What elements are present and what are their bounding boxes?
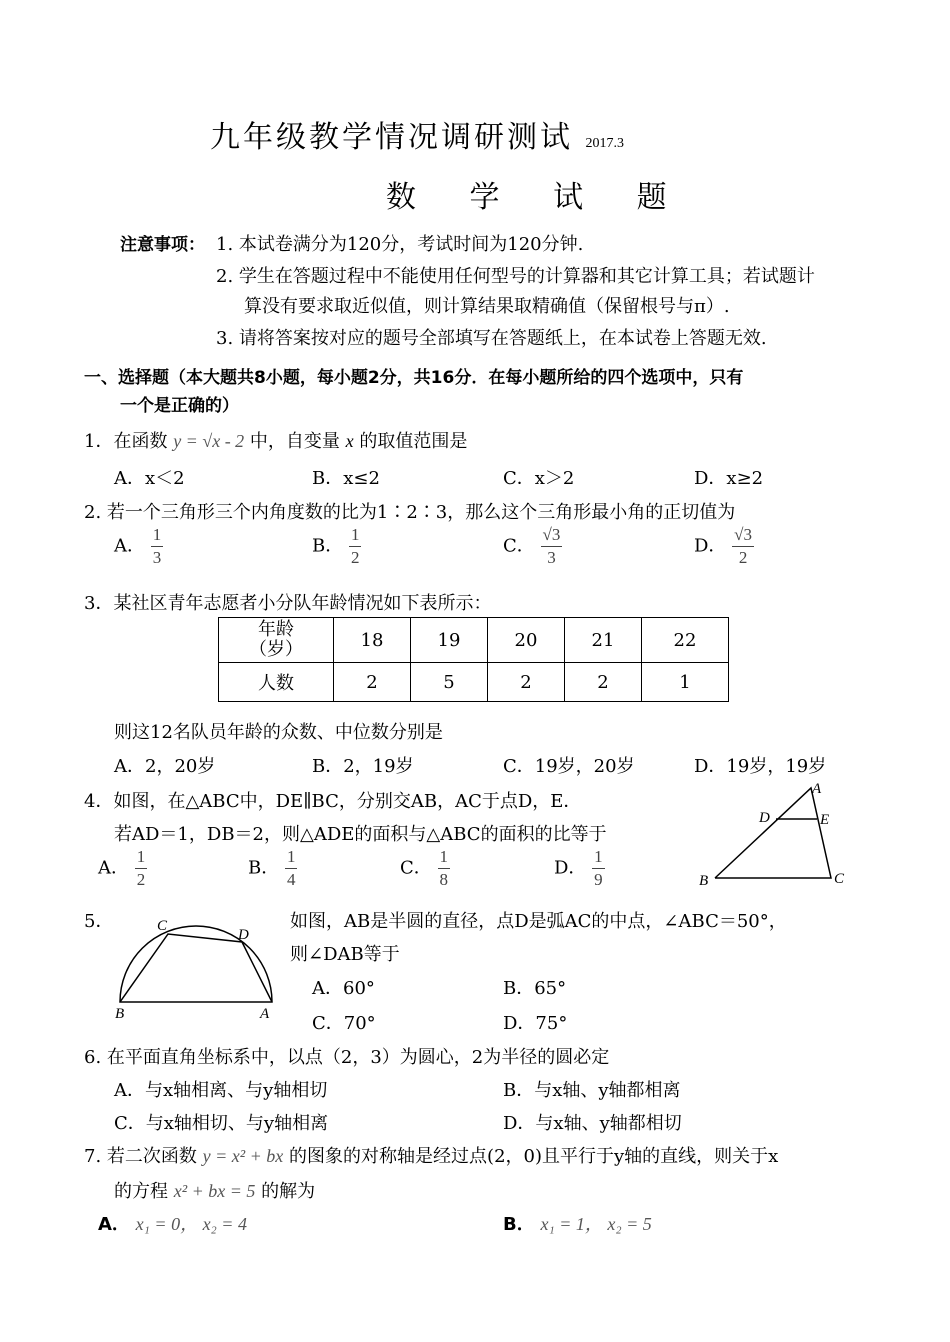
q7-answer-a: x₁ = 0， x₂ = 4 [135, 1214, 247, 1234]
q4-c-den: 8 [439, 870, 449, 889]
question-3-stem: 3．某社区青年志愿者小分队年龄情况如下表所示： [84, 593, 492, 614]
table-cell: 22 [642, 618, 729, 663]
q2-a-num: 1 [151, 524, 164, 547]
q4-fraction-c [438, 846, 451, 891]
question-5-stem: 如图，AB是半圆的直径，点D是弧AC的中点，∠ABC＝50°， [290, 911, 787, 932]
age-unit: （岁） [249, 639, 303, 660]
q4-label-d: D． [554, 857, 587, 879]
semicircle-figure [105, 912, 285, 1024]
q5-option-c: C．70° [312, 1013, 376, 1034]
notice-item-3: 3. 请将答案按对应的题号全部填写在答题纸上，在本试卷上答题无效. [216, 328, 767, 349]
question-6-stem: 6. 在平面直角坐标系中，以点（2，3）为圆心，2为半径的圆必定 [84, 1047, 610, 1068]
q2-label-a: A． [114, 535, 145, 557]
q2-a-den: 3 [152, 548, 162, 567]
section-1-heading-cont: 一个是正确的） [120, 396, 239, 416]
q2-b-num: 1 [349, 524, 362, 547]
notice-item-2-cont: 算没有要求取近似值，则计算结果取精确值（保留根号与π）. [244, 296, 730, 317]
exam-title [210, 112, 624, 156]
q7-pre: 7. 若二次函数 [84, 1146, 197, 1167]
q7-post: 的图象的对称轴是经过点(2，0)且平行于y轴的直线，则关于x [289, 1146, 779, 1167]
triangle-abc [715, 788, 831, 878]
q2-option-b [312, 524, 361, 569]
q7-option-a [98, 1210, 247, 1236]
chords-bcda [120, 934, 272, 1002]
q2-d-den: 2 [738, 548, 748, 567]
q6-option-a: A．与x轴相离、与y轴相切 [114, 1080, 328, 1101]
table-header-cell: 人数 [219, 663, 334, 702]
question-7-stem-2 [114, 1177, 315, 1203]
q1-formula: y = √x - 2 [173, 431, 245, 451]
table-row [219, 663, 729, 702]
q6-option-b: B．与x轴、y轴都相离 [503, 1080, 681, 1101]
triangle-figure [695, 778, 855, 890]
label-e: E [820, 812, 830, 828]
q6-option-d: D．与x轴、y轴都相切 [503, 1113, 682, 1134]
label-d: D [759, 810, 770, 826]
label-a: A [260, 1006, 270, 1022]
question-5-number: 5． [84, 911, 114, 932]
q5-option-a: A．60° [312, 978, 375, 999]
q4-fraction-a [135, 846, 148, 891]
q4-option-d [554, 846, 605, 891]
question-7-stem [84, 1142, 778, 1168]
q7-formula-1: y = x² + bx [202, 1146, 284, 1166]
table-row [219, 618, 729, 663]
label-d: D [238, 927, 249, 943]
table-header-cell [219, 618, 334, 663]
notice-item-2: 2. 学生在答题过程中不能使用任何型号的计算器和其它计算工具；若试题计 [216, 266, 815, 287]
q4-label-c: C． [400, 857, 432, 879]
question-5-stem-2: 则∠DAB等于 [290, 944, 400, 965]
notice-label: 注意事项： [120, 235, 205, 255]
q4-option-c [400, 846, 450, 891]
table-cell: 21 [565, 618, 642, 663]
q2-fraction-c [541, 524, 563, 569]
q4-fraction-b [285, 846, 298, 891]
q1-post2: 的取值范围是 [359, 431, 468, 452]
label-c: C [834, 871, 845, 887]
q2-label-d: D． [694, 535, 727, 557]
q7-pre-2: 的方程 [114, 1181, 168, 1202]
q2-d-num: √3 [732, 524, 754, 547]
q7-label-b: B． [503, 1214, 535, 1235]
exam-date: 2017.3 [585, 136, 625, 151]
q4-option-b [248, 846, 297, 891]
q4-d-num: 1 [592, 846, 605, 869]
question-4-stem-2: 若AD＝1，DB＝2，则△ADE的面积与△ABC的面积的比等于 [114, 824, 607, 845]
table-cell: 18 [334, 618, 411, 663]
q3-option-c: C．19岁，20岁 [503, 756, 635, 777]
q2-fraction-a [151, 524, 164, 569]
age-label: 年龄 [258, 619, 294, 640]
q4-c-num: 1 [438, 846, 451, 869]
q1-post: 中，自变量 [249, 431, 340, 452]
question-2-stem: 2. 若一个三角形三个内角度数的比为1∶2∶3，那么这个三角形最小角的正切值为 [84, 502, 736, 523]
q1-option-d: D．x≥2 [694, 468, 764, 489]
q4-label-a: A． [98, 857, 129, 879]
q7-formula-2: x² + bx = 5 [173, 1181, 256, 1201]
table-cell: 1 [642, 663, 729, 702]
q4-option-a [98, 846, 147, 891]
section-1-heading: 一、选择题（本大题共8小题，每小题2分，共16分．在每小题所给的四个选项中，只有 [84, 368, 744, 388]
table-cell: 2 [488, 663, 565, 702]
q4-fraction-d [592, 846, 605, 891]
q2-option-c [503, 524, 562, 569]
table-cell: 2 [565, 663, 642, 702]
q1-option-c: C．x＞2 [503, 468, 575, 489]
q2-fraction-b [349, 524, 362, 569]
q3-option-a: A．2，20岁 [114, 756, 216, 777]
q3-option-d: D．19岁，19岁 [694, 756, 827, 777]
q3-option-b: B．2，19岁 [312, 756, 414, 777]
q1-pre: 1．在函数 [84, 431, 168, 452]
q4-a-den: 2 [136, 870, 146, 889]
q5-option-b: B．65° [503, 978, 567, 999]
label-c: C [157, 918, 168, 934]
q4-label-b: B． [248, 857, 280, 879]
q4-b-den: 4 [286, 870, 296, 889]
label-a: A [812, 781, 822, 797]
q1-option-a: A．x＜2 [114, 468, 185, 489]
q7-label-a: A． [98, 1214, 130, 1235]
q2-c-num: √3 [541, 524, 563, 547]
question-1-stem [84, 427, 467, 453]
notice-item-1: 1. 本试卷满分为120分，考试时间为120分钟. [216, 234, 584, 255]
label-b: B [699, 873, 709, 889]
subject-title: 数 学 试 题 [386, 180, 689, 215]
q7-option-b [503, 1210, 652, 1236]
q7-answer-b: x₁ = 1， x₂ = 5 [540, 1214, 652, 1234]
table-cell: 19 [411, 618, 488, 663]
q1-option-b: B．x≤2 [312, 468, 380, 489]
q6-option-c: C．与x轴相切、与y轴相离 [114, 1113, 329, 1134]
q7-post-2: 的解为 [261, 1181, 316, 1202]
q2-label-c: C． [503, 535, 535, 557]
q2-option-a [114, 524, 163, 569]
question-3-stem-2: 则这12名队员年龄的众数、中位数分别是 [114, 722, 443, 743]
q2-label-b: B． [312, 535, 344, 557]
q2-b-den: 2 [350, 548, 360, 567]
q2-fraction-d [732, 524, 754, 569]
table-cell: 5 [411, 663, 488, 702]
table-cell: 20 [488, 618, 565, 663]
q2-option-d [694, 524, 754, 569]
title-text: 九年级教学情况调研测试 [210, 120, 573, 155]
table-cell: 2 [334, 663, 411, 702]
question-4-stem: 4．如图，在△ABC中，DE∥BC，分别交AB，AC于点D，E． [84, 791, 582, 812]
label-b: B [115, 1006, 125, 1022]
q1-var: x [345, 431, 354, 451]
q4-d-den: 9 [594, 870, 603, 889]
age-table [218, 617, 729, 702]
q2-c-den: 3 [547, 548, 556, 567]
q4-a-num: 1 [135, 846, 148, 869]
q4-b-num: 1 [285, 846, 298, 869]
q5-option-d: D．75° [503, 1013, 568, 1034]
